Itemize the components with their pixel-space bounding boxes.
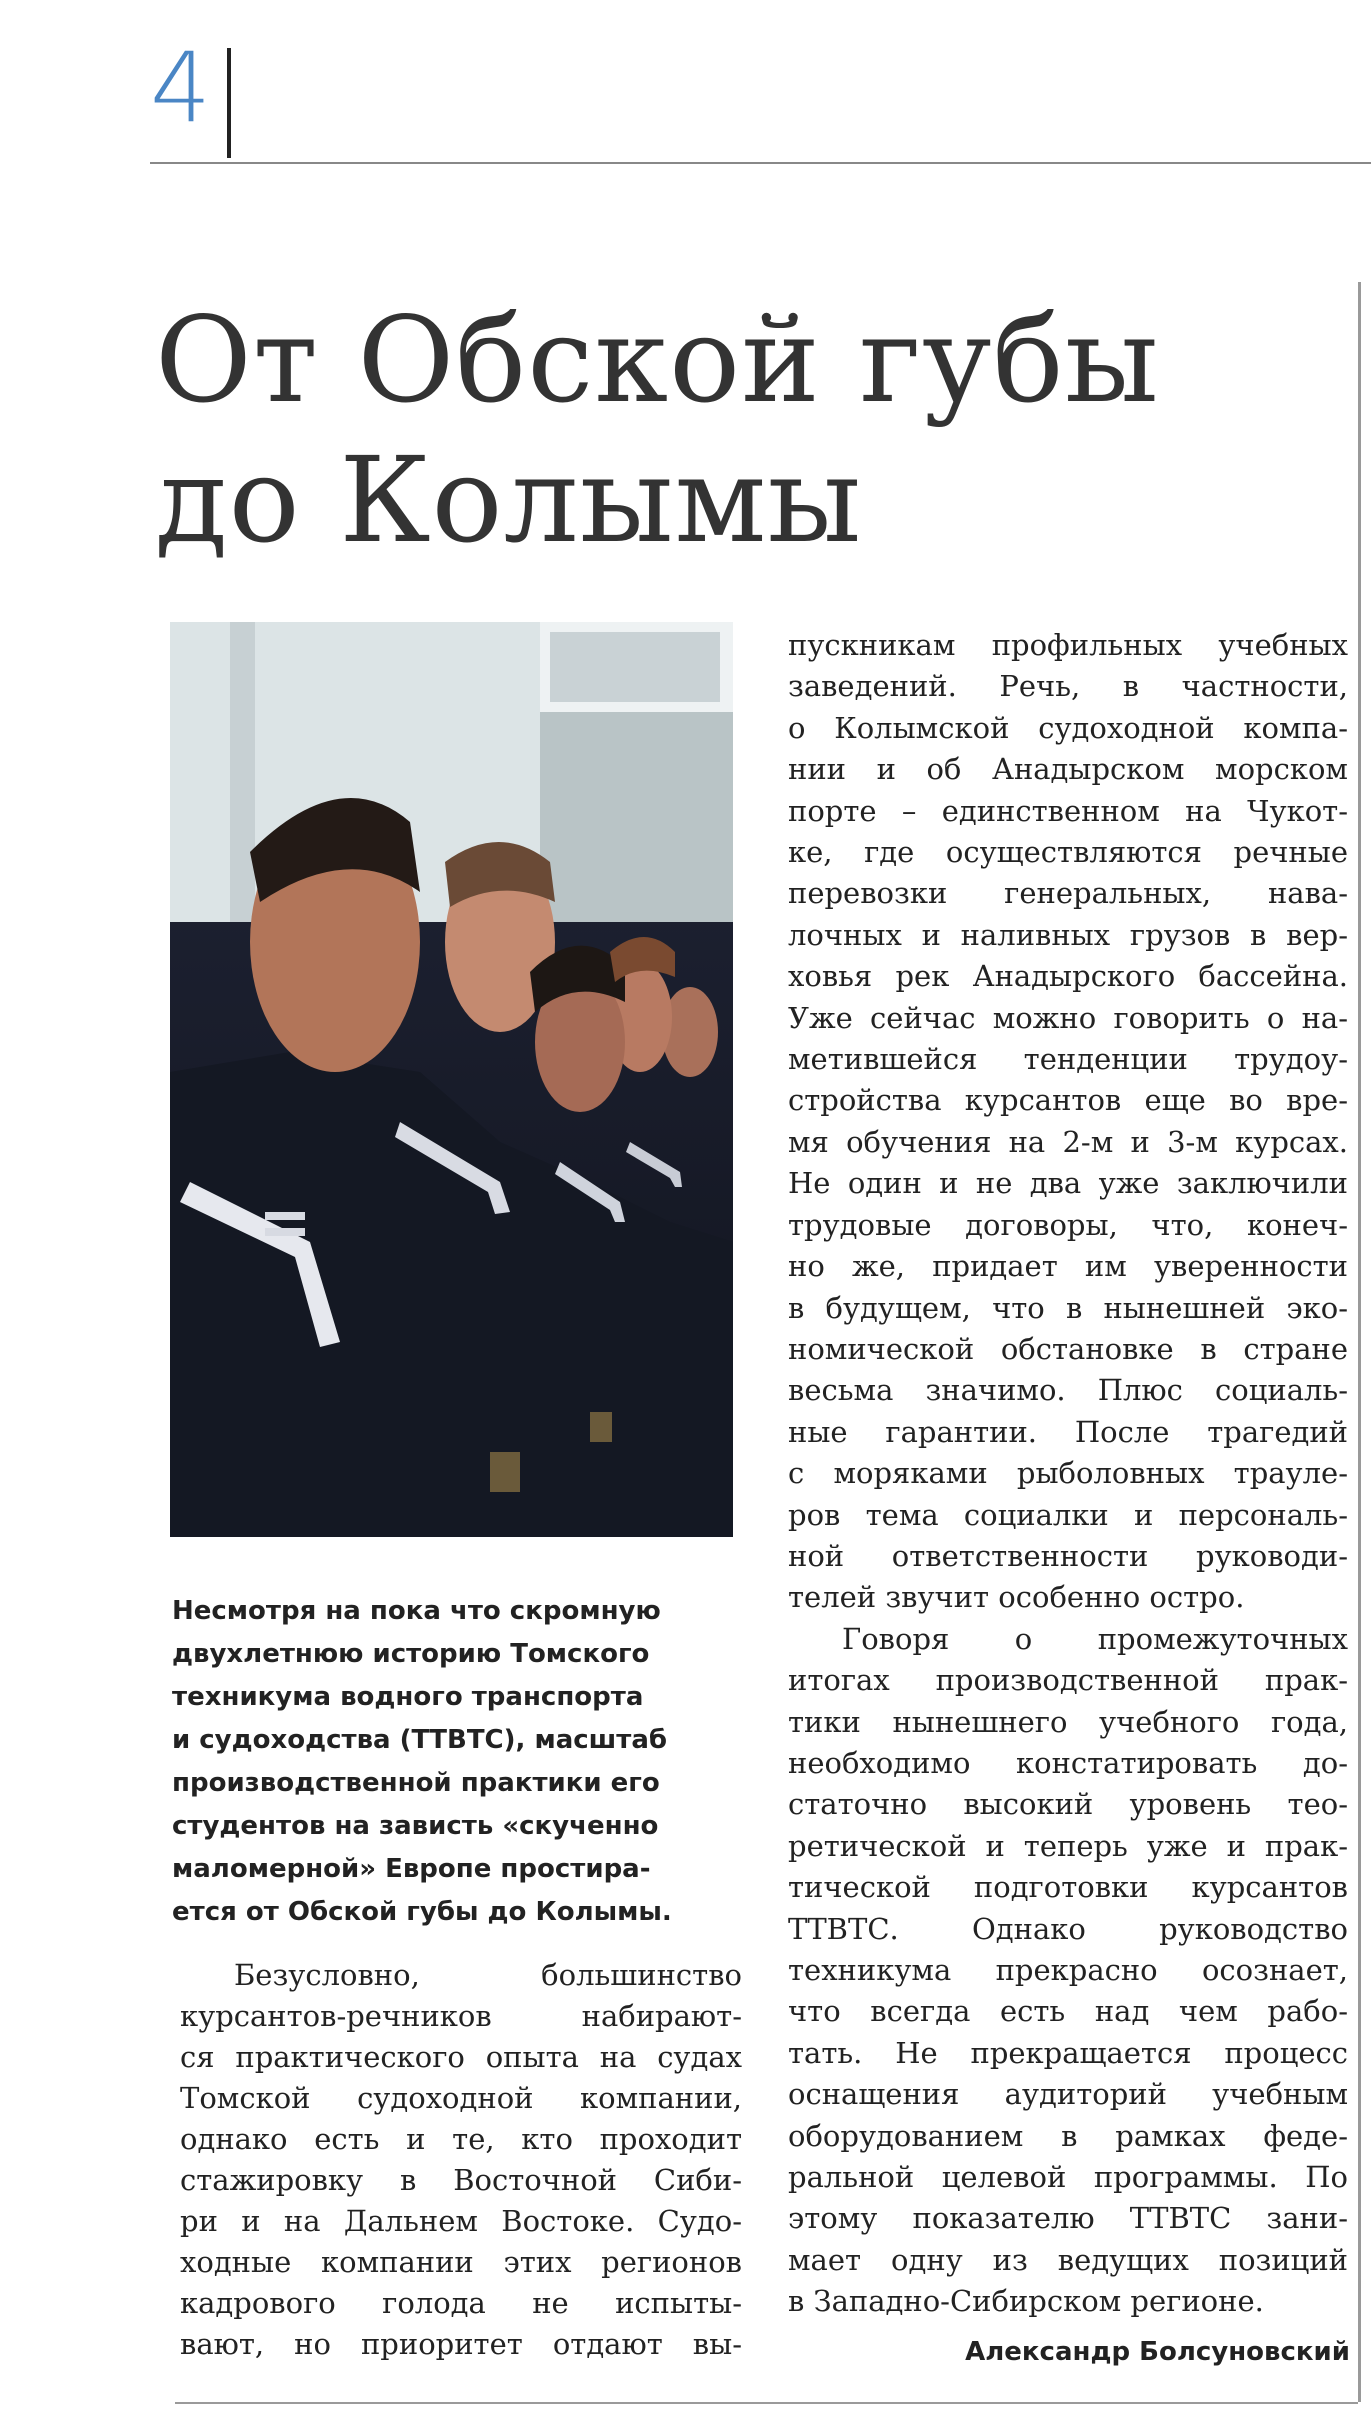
lead-line: двухлетнюю историю Томского: [172, 1639, 650, 1669]
body-line: Томской судоходной компании,: [180, 2081, 742, 2115]
body-line: с моряками рыболовных трауле-: [788, 1456, 1348, 1491]
body-line: ные гарантии. После трагедий: [788, 1414, 1348, 1449]
page-number: 4: [150, 32, 212, 144]
body-line: тики нынешнего учебного года,: [788, 1704, 1348, 1739]
body-line: Безусловно, большинство: [234, 1958, 742, 1992]
body-line: этому показателю ТТВТС зани-: [788, 2201, 1348, 2236]
body-line: нии и об Анадырском морском: [788, 752, 1348, 787]
body-line: трудовые договоры, что, конеч-: [788, 1207, 1348, 1242]
body-line: что всегда есть над чем рабо-: [788, 1994, 1348, 2029]
article-title: [155, 290, 1305, 570]
body-line: курсантов-речников набирают-: [180, 1999, 742, 2033]
body-line: ховья рек Анадырского бассейна.: [788, 959, 1348, 994]
body-line: стажировку в Восточной Сиби-: [180, 2163, 742, 2197]
body-line: ретической и теперь уже и прак-: [788, 1828, 1348, 1863]
body-line: тической подготовки курсантов: [788, 1870, 1348, 1905]
body-line: о Колымской судоходной компа-: [788, 710, 1348, 745]
body-line: ходные компании этих регионов: [180, 2245, 742, 2279]
lead-line: ется от Обской губы до Колымы.: [172, 1897, 672, 1927]
page-number-divider: [227, 48, 231, 158]
body-line: мает одну из ведущих позиций: [788, 2242, 1348, 2277]
body-line: пускникам профильных учебных: [788, 628, 1348, 662]
body-line: Не один и не два уже заключили: [788, 1166, 1348, 1201]
body-line: тать. Не прекращается процесс: [788, 2035, 1348, 2070]
body-line: ров тема социалки и персональ-: [788, 1497, 1348, 1532]
body-line: техникума прекрасно осознает,: [788, 1953, 1348, 1987]
body-line: оснащения аудиторий учебным: [788, 2077, 1348, 2112]
lead-line: и судоходства (ТТВТС), масштаб: [172, 1725, 668, 1755]
body-line: мя обучения на 2-м и 3-м курсах.: [788, 1124, 1348, 1159]
lead-line: техникума водного транспорта: [172, 1682, 644, 1712]
body-line: Уже сейчас можно говорить о на-: [788, 1000, 1348, 1035]
body-line: порте – единственном на Чукот-: [788, 793, 1348, 828]
body-line: итогах производственной прак-: [788, 1663, 1348, 1698]
body-line: телей звучит особенно остро.: [788, 1580, 1245, 1615]
body-line: ке, где осуществляются речные: [788, 835, 1348, 870]
body-line: стройства курсантов еще во вре-: [788, 1083, 1348, 1118]
body-line: Говоря о промежуточных: [842, 1621, 1348, 1656]
title-line-1: От Обской губы: [155, 291, 1160, 429]
body-line: статочно высокий уровень тео-: [788, 1787, 1348, 1822]
author-byline: Александр Болсуновский: [965, 2337, 1350, 2367]
lead-line: маломерной» Европе простира-: [172, 1854, 651, 1884]
body-line: в Западно-Сибирском регионе.: [788, 2284, 1264, 2319]
lead-line: Несмотря на пока что скромную: [172, 1596, 661, 1626]
right-border-rule: [1358, 282, 1361, 2402]
body-line: в будущем, что в нынешней эко-: [788, 1290, 1348, 1325]
body-line: перевозки генеральных, нава-: [788, 876, 1348, 911]
body-line: лочных и наливных грузов в вер-: [788, 917, 1348, 952]
lead-paragraph: [172, 1590, 742, 1934]
body-line: однако есть и те, кто проходит: [180, 2122, 742, 2156]
bottom-rule: [175, 2402, 1358, 2404]
body-line: метившейся тенденции трудоу-: [788, 1042, 1348, 1077]
body-line: но же, придает им уверенности: [788, 1249, 1348, 1284]
title-line-2: до Колымы: [155, 431, 863, 569]
lead-line: производственной практики его: [172, 1768, 660, 1798]
header-rule: [150, 162, 1371, 164]
body-line: весьма значимо. Плюс социаль-: [788, 1373, 1348, 1408]
body-line: заведений. Речь, в частности,: [788, 669, 1348, 704]
body-line: ральной целевой программы. По: [788, 2160, 1348, 2195]
body-line: номической обстановке в стране: [788, 1331, 1348, 1366]
body-line: ри и на Дальнем Востоке. Судо-: [180, 2204, 742, 2238]
body-line: кадрового голода не испыты-: [180, 2286, 742, 2320]
body-line: ся практического опыта на судах: [180, 2040, 742, 2074]
body-line: вают, но приоритет отдают вы-: [180, 2327, 742, 2361]
body-line: необходимо констатировать до-: [788, 1745, 1348, 1780]
cadets-photo: [170, 622, 733, 1537]
body-line: ной ответственности руководи-: [788, 1538, 1348, 1573]
body-column-left: [180, 1955, 742, 2365]
body-line: ТТВТС. Однако руководство: [788, 1911, 1348, 1946]
lead-line: студентов на зависть «скученно: [172, 1811, 659, 1841]
body-column-right: [788, 625, 1348, 2323]
body-line: оборудованием в рамках феде-: [788, 2118, 1348, 2153]
cadets-illustration: [170, 622, 733, 1537]
